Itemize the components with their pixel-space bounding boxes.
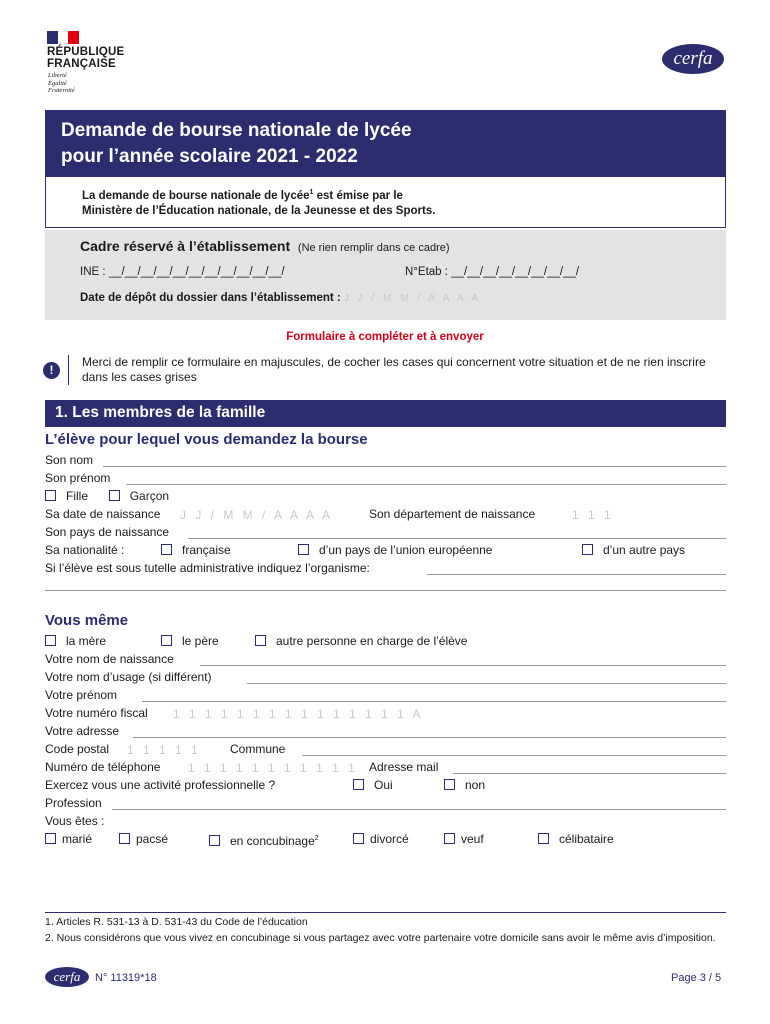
tutelle-field-2[interactable] [45,590,726,591]
notice-divider [68,355,69,385]
nom-naissance-label: Votre nom de naissance [45,652,174,666]
devise: Liberté Égalité Fraternité [48,72,75,94]
nat-fr-checkbox[interactable] [161,544,172,555]
garcon-checkbox[interactable] [109,490,120,501]
pays-label: Son pays de naissance [45,525,170,539]
marie-option: marié [45,832,92,846]
form-title: Demande de bourse nationale de lycée pour l’année scolaire 2021 - 2022 [45,110,726,177]
tel-field[interactable]: 1 1 1 1 1 1 1 1 1 1 1 [188,761,358,775]
student-heading: L’élève pour lequel vous demandez la bourse [45,431,368,448]
student-nom-label: Son nom [45,453,94,467]
fiscal-label: Votre numéro fiscal [45,706,148,720]
footnote-1: 1. Articles R. 531-13 à D. 531-43 du Code de l’éducation [45,916,308,928]
tutelle-label: Si l’élève est sous tutelle administrative indiquez l’organisme: [45,561,370,575]
mail-field[interactable] [453,773,726,774]
dept-field[interactable]: 1 1 1 [572,508,614,522]
nat-autre-option: d’un autre pays [582,543,685,557]
section-title: 1. Les membres de la famille [45,400,726,426]
autre-option: autre personne en charge de l’élève [255,634,467,648]
footnote-2: 2. Nous considérons que vous vivez en concubinage si vous partagez avec votre partenaire votre domicile sans avoir le même avis d’imposition. [45,932,716,944]
republique-francaise-logo: RÉPUBLIQUE FRANÇAISE [47,46,125,70]
gender-row: Fille Garçon [45,489,169,503]
intro-text: La demande de bourse nationale de lycée$^1$ est émise par le Ministère de l’Éducation nationale, de la Jeunesse et des Sports. [45,177,726,228]
nationalite-label: Sa nationalité : [45,543,125,557]
profession-label: Profession [45,796,102,810]
fiscal-field[interactable]: 1 1 1 1 1 1 1 1 1 1 1 1 1 1 1 A [173,707,424,721]
footnote-divider [45,912,726,913]
notice-text: Merci de remplir ce formulaire en majuscules, de cocher les cases qui concernent votre situation et de ne rien inscrire dans les cases grises [82,355,706,384]
student-prenom-label: Son prénom [45,471,111,485]
marie-checkbox[interactable] [45,833,56,844]
commune-field[interactable] [302,755,726,756]
relation-row: la mère [45,634,106,648]
adresse-field[interactable] [133,737,726,738]
non-option: non [444,778,485,792]
depot-date-field: Date de dépôt du dossier dans l’établissement : J J / M M / A A A A [80,292,481,304]
veuf-option: veuf [444,832,484,846]
pere-checkbox[interactable] [161,635,172,646]
tel-label: Numéro de téléphone [45,760,161,774]
oui-option: Oui [353,778,393,792]
pacse-option: pacsé [119,832,168,846]
commune-label: Commune [230,742,286,756]
etab-field: N°Etab : __/__/__/__/__/__/__/__/ [405,266,580,278]
nat-fr-option: française [161,543,231,557]
mere-checkbox[interactable] [45,635,56,646]
cerfa-small-logo: cerfa [45,967,89,987]
nom-usage-label: Votre nom d’usage (si différent) [45,670,212,684]
student-nom-field[interactable] [103,466,726,467]
activite-label: Exercez vous une activité professionnelle ? [45,778,276,792]
birthdate-field[interactable]: J J / M M / A A A A [180,508,334,522]
page-number: Page 3 / 5 [671,972,722,984]
prenom-label: Votre prénom [45,688,118,702]
pacse-checkbox[interactable] [119,833,130,844]
concubinage-checkbox[interactable] [209,835,220,846]
nom-usage-field[interactable] [247,683,726,684]
concubinage-option: en concubinage$^2$ [209,832,319,848]
french-flag-icon [47,31,79,44]
cerfa-logo: cerfa [662,44,724,74]
profession-field[interactable] [112,809,726,810]
tutelle-field[interactable] [427,574,726,575]
divorce-checkbox[interactable] [353,833,364,844]
celibataire-checkbox[interactable] [538,833,549,844]
non-checkbox[interactable] [444,779,455,790]
dept-label: Son département de naissance [369,507,536,521]
reserved-frame: Cadre réservé à l’établissement (Ne rien remplir dans ce cadre) INE : __/__/__/__/__/__/__/__/__/__/__/ N°Etab : __/__/__/__/__/__/__/__/ Date de dépôt du dossier dans l’établissement : J J / M M / A A A A [45,230,726,320]
divorce-option: divorcé [353,832,409,846]
oui-checkbox[interactable] [353,779,364,790]
cerfa-number: N° 11319*18 [95,972,157,984]
exclamation-icon: ! [43,362,60,379]
student-prenom-field[interactable] [126,484,726,485]
vous-etes-label: Vous êtes : [45,814,105,828]
instruction-red: Formulaire à compléter et à envoyer [286,331,484,343]
celibataire-option: célibataire [538,832,614,846]
mail-label: Adresse mail [369,760,439,774]
cp-label: Code postal [45,742,110,756]
section-divider [45,426,726,427]
nat-autre-checkbox[interactable] [582,544,593,555]
adresse-label: Votre adresse [45,724,120,738]
pere-option: le père [161,634,219,648]
prenom-field[interactable] [142,701,726,702]
nom-naissance-field[interactable] [200,665,726,666]
cp-field[interactable]: 1 1 1 1 1 [127,743,201,757]
birthdate-label: Sa date de naissance [45,507,161,521]
nat-ue-option: d’un pays de l’union européenne [298,543,492,557]
fille-checkbox[interactable] [45,490,56,501]
veuf-checkbox[interactable] [444,833,455,844]
nat-ue-checkbox[interactable] [298,544,309,555]
autre-checkbox[interactable] [255,635,266,646]
pays-field[interactable] [188,538,726,539]
parent-heading: Vous même [45,612,129,629]
ine-field: INE : __/__/__/__/__/__/__/__/__/__/__/ [80,266,285,278]
